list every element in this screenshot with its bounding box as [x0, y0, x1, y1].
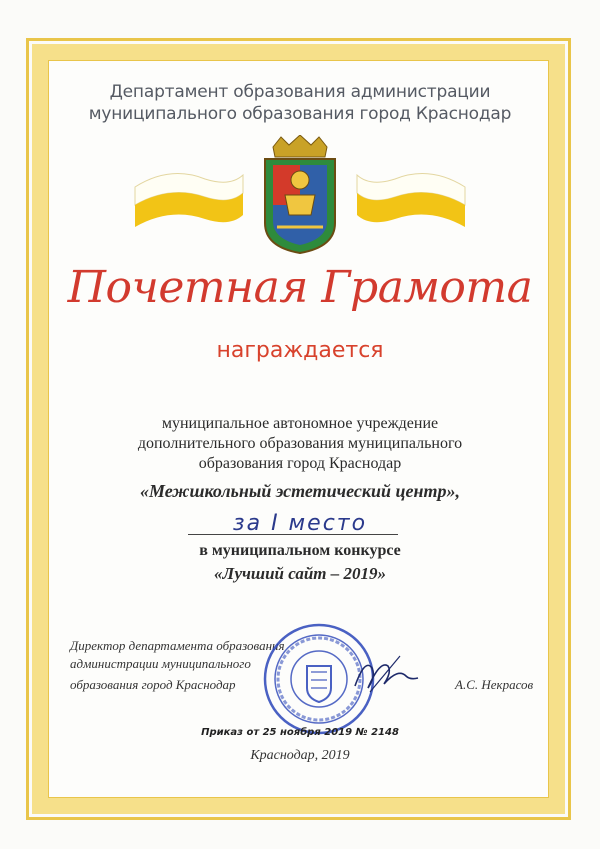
- signature-title-line-2: администрации муниципального: [70, 656, 251, 671]
- recipient-line-1: муниципальное автономное учреждение: [161, 415, 439, 432]
- left-flag-icon: [135, 174, 243, 227]
- signature-title-line-3: образования город Краснодар: [70, 677, 236, 692]
- signer-name: А.С. Некрасов: [455, 677, 534, 692]
- recipient-line-3: образования город Краснодар: [198, 455, 402, 472]
- order-reference: Приказ от 25 ноября 2019 № 2148: [201, 727, 399, 738]
- header-line-2: муниципального образования город Краснодар: [88, 104, 512, 124]
- certificate-title: Почетная Грамота: [67, 262, 533, 313]
- krasnodar-coat-of-arms-icon: [265, 135, 335, 253]
- handwriting-underline: [188, 534, 398, 535]
- contest-name: «Лучший сайт – 2019»: [213, 564, 387, 583]
- recipient-name: «Межшкольный эстетический центр»,: [140, 481, 460, 501]
- signature-title-line-1: Директор департамента образования: [70, 638, 285, 653]
- recipient-line-2: дополнительного образования муниципального: [137, 435, 463, 452]
- right-flag-icon: [357, 174, 465, 227]
- emblem-with-flags: [125, 135, 475, 255]
- place-and-year: Краснодар, 2019: [250, 748, 350, 763]
- contest-line: в муниципальном конкурсе: [199, 542, 401, 559]
- handwritten-place: за I место: [232, 511, 368, 536]
- awarded-label: награждается: [216, 338, 384, 363]
- header-line-1: Департамент образования администрации: [109, 82, 491, 102]
- handwritten-signature-icon: [350, 648, 420, 698]
